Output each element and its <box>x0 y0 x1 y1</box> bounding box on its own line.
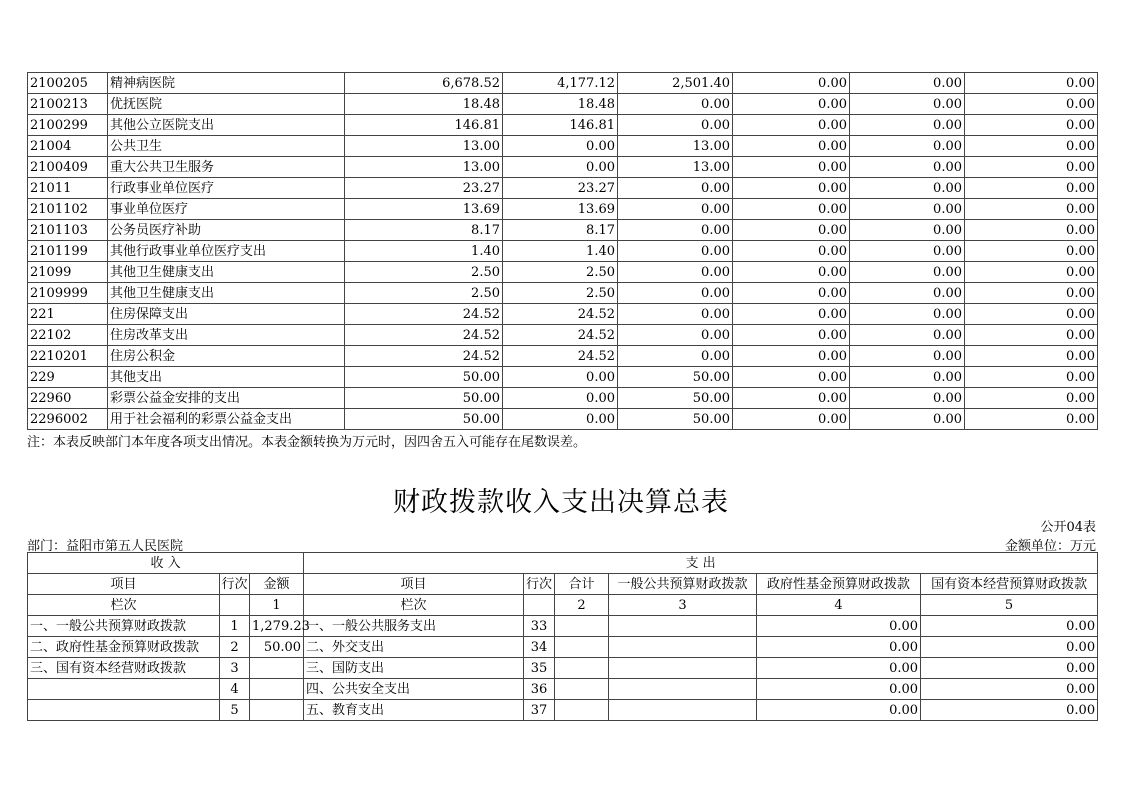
amount-cell: 0.00 <box>965 304 1098 325</box>
subject-code: 2100409 <box>28 157 108 178</box>
amount-cell: 8.17 <box>503 220 618 241</box>
expense-general <box>609 616 757 637</box>
col-amount: 金额 <box>250 574 304 595</box>
lanci-label-2: 栏次 <box>304 595 524 616</box>
amount-cell: 0.00 <box>733 325 850 346</box>
empty-cell <box>524 595 555 616</box>
amount-cell: 50.00 <box>618 388 733 409</box>
expense-state: 0.00 <box>921 637 1098 658</box>
col-line2: 行次 <box>524 574 555 595</box>
amount-cell: 0.00 <box>850 73 965 94</box>
table-row <box>28 679 1098 700</box>
amount-cell: 13.00 <box>618 157 733 178</box>
expense-header: 支 出 <box>304 553 1098 574</box>
table-row <box>28 178 1098 199</box>
amount-cell: 0.00 <box>733 409 850 430</box>
income-amount <box>250 679 304 700</box>
table-row <box>28 325 1098 346</box>
income-line: 1 <box>220 616 250 637</box>
expense-total <box>555 700 609 721</box>
amount-cell: 0.00 <box>733 262 850 283</box>
amount-cell: 18.48 <box>503 94 618 115</box>
amount-cell: 146.81 <box>345 115 503 136</box>
income-amount: 1,279.23 <box>250 616 304 637</box>
amount-cell: 0.00 <box>733 115 850 136</box>
amount-cell: 50.00 <box>345 367 503 388</box>
amount-cell: 13.00 <box>618 136 733 157</box>
subject-name: 优抚医院 <box>108 94 345 115</box>
amount-cell: 0.00 <box>503 157 618 178</box>
amount-cell: 0.00 <box>733 388 850 409</box>
income-amount: 50.00 <box>250 637 304 658</box>
table-row <box>28 136 1098 157</box>
subject-name: 其他卫生健康支出 <box>108 283 345 304</box>
subject-code: 221 <box>28 304 108 325</box>
table-code: 公开04表 <box>1040 520 1096 535</box>
amount-cell: 0.00 <box>733 283 850 304</box>
amount-cell: 0.00 <box>965 346 1098 367</box>
subject-code: 21011 <box>28 178 108 199</box>
subject-name: 公务员医疗补助 <box>108 220 345 241</box>
subject-code: 2100299 <box>28 115 108 136</box>
amount-cell: 0.00 <box>733 178 850 199</box>
amount-cell: 24.52 <box>345 325 503 346</box>
subject-name: 其他公立医院支出 <box>108 115 345 136</box>
table-row <box>28 94 1098 115</box>
amount-cell: 0.00 <box>733 241 850 262</box>
expense-total <box>555 637 609 658</box>
amount-cell: 0.00 <box>965 325 1098 346</box>
amount-cell: 0.00 <box>850 304 965 325</box>
income-header: 收 入 <box>28 553 304 574</box>
expense-line: 34 <box>524 637 555 658</box>
subject-code: 2101102 <box>28 199 108 220</box>
income-item: 二、政府性基金预算财政拨款 <box>28 637 220 658</box>
income-amount <box>250 700 304 721</box>
amount-cell: 0.00 <box>733 157 850 178</box>
amount-cell: 8.17 <box>345 220 503 241</box>
table-row <box>28 241 1098 262</box>
amount-cell: 13.00 <box>345 157 503 178</box>
amount-cell: 0.00 <box>733 220 850 241</box>
expense-state: 0.00 <box>921 658 1098 679</box>
amount-cell: 0.00 <box>618 304 733 325</box>
subject-code: 2101103 <box>28 220 108 241</box>
col-item: 项目 <box>28 574 220 595</box>
amount-cell: 50.00 <box>618 367 733 388</box>
amount-cell: 2.50 <box>345 283 503 304</box>
subject-name: 事业单位医疗 <box>108 199 345 220</box>
table-row <box>28 157 1098 178</box>
page-title: 财政拨款收入支出决算总表 <box>393 487 729 518</box>
amount-cell: 0.00 <box>965 241 1098 262</box>
table-row <box>28 262 1098 283</box>
amount-cell: 0.00 <box>850 325 965 346</box>
column-number-row <box>28 595 1098 616</box>
expense-state: 0.00 <box>921 700 1098 721</box>
amount-cell: 1.40 <box>345 241 503 262</box>
amount-cell: 0.00 <box>618 115 733 136</box>
income-line: 3 <box>220 658 250 679</box>
income-item: 一、一般公共预算财政拨款 <box>28 616 220 637</box>
amount-cell: 13.69 <box>503 199 618 220</box>
amount-cell: 0.00 <box>965 157 1098 178</box>
col-number-5: 5 <box>921 595 1098 616</box>
expense-fund: 0.00 <box>757 700 921 721</box>
subject-code: 2100213 <box>28 94 108 115</box>
amount-cell: 0.00 <box>850 94 965 115</box>
amount-cell: 13.69 <box>345 199 503 220</box>
expense-line: 33 <box>524 616 555 637</box>
amount-cell: 0.00 <box>850 367 965 388</box>
amount-cell: 24.52 <box>503 346 618 367</box>
lanci-label: 栏次 <box>28 595 220 616</box>
amount-cell: 0.00 <box>503 388 618 409</box>
subject-name: 住房保障支出 <box>108 304 345 325</box>
expense-state: 0.00 <box>921 679 1098 700</box>
amount-cell: 24.52 <box>503 304 618 325</box>
expense-fund: 0.00 <box>757 679 921 700</box>
amount-cell: 0.00 <box>850 346 965 367</box>
subject-code: 229 <box>28 367 108 388</box>
income-amount <box>250 658 304 679</box>
table-row <box>28 346 1098 367</box>
table-row <box>28 73 1098 94</box>
amount-cell: 23.27 <box>345 178 503 199</box>
subject-name: 其他卫生健康支出 <box>108 262 345 283</box>
table-row <box>28 616 1098 637</box>
amount-cell: 0.00 <box>965 94 1098 115</box>
expense-item: 四、公共安全支出 <box>304 679 524 700</box>
subject-code: 2210201 <box>28 346 108 367</box>
amount-cell: 0.00 <box>965 367 1098 388</box>
amount-cell: 0.00 <box>733 199 850 220</box>
col-total: 合计 <box>555 574 609 595</box>
expense-detail-table <box>27 72 1098 430</box>
col-number-4: 4 <box>757 595 921 616</box>
subject-name: 精神病医院 <box>108 73 345 94</box>
amount-cell: 0.00 <box>965 115 1098 136</box>
table-row <box>28 637 1098 658</box>
amount-cell: 0.00 <box>850 283 965 304</box>
expense-total <box>555 616 609 637</box>
amount-cell: 0.00 <box>618 241 733 262</box>
appropriation-summary-table <box>27 552 1098 721</box>
expense-total <box>555 658 609 679</box>
expense-fund: 0.00 <box>757 658 921 679</box>
amount-cell: 0.00 <box>965 220 1098 241</box>
expense-fund: 0.00 <box>757 637 921 658</box>
amount-cell: 0.00 <box>850 115 965 136</box>
subject-name: 其他支出 <box>108 367 345 388</box>
expense-item: 二、外交支出 <box>304 637 524 658</box>
subject-name: 住房改革支出 <box>108 325 345 346</box>
amount-cell: 0.00 <box>733 346 850 367</box>
subject-name: 行政事业单位医疗 <box>108 178 345 199</box>
col-number-3: 3 <box>609 595 757 616</box>
income-line: 4 <box>220 679 250 700</box>
amount-cell: 0.00 <box>503 367 618 388</box>
table-row <box>28 199 1098 220</box>
income-line: 2 <box>220 637 250 658</box>
table-row <box>28 409 1098 430</box>
col-number-2: 2 <box>555 595 609 616</box>
subject-name: 重大公共卫生服务 <box>108 157 345 178</box>
expense-line: 35 <box>524 658 555 679</box>
col-item2: 项目 <box>304 574 524 595</box>
table-row <box>28 304 1098 325</box>
amount-cell: 0.00 <box>850 409 965 430</box>
amount-cell: 6,678.52 <box>345 73 503 94</box>
unit-label: 金额单位：万元 <box>1004 539 1096 554</box>
amount-cell: 0.00 <box>618 325 733 346</box>
table-row <box>28 388 1098 409</box>
table-row <box>28 115 1098 136</box>
amount-cell: 0.00 <box>618 199 733 220</box>
amount-cell: 0.00 <box>850 136 965 157</box>
income-item <box>28 700 220 721</box>
income-item <box>28 679 220 700</box>
subject-code: 2101199 <box>28 241 108 262</box>
subject-code: 21004 <box>28 136 108 157</box>
amount-cell: 0.00 <box>503 409 618 430</box>
table-row <box>28 658 1098 679</box>
col-number-1: 1 <box>250 595 304 616</box>
amount-cell: 0.00 <box>965 178 1098 199</box>
subject-name: 彩票公益金安排的支出 <box>108 388 345 409</box>
expense-general <box>609 658 757 679</box>
amount-cell: 0.00 <box>618 283 733 304</box>
expense-fund: 0.00 <box>757 616 921 637</box>
amount-cell: 0.00 <box>850 241 965 262</box>
amount-cell: 146.81 <box>503 115 618 136</box>
subject-name: 公共卫生 <box>108 136 345 157</box>
amount-cell: 13.00 <box>345 136 503 157</box>
amount-cell: 50.00 <box>345 388 503 409</box>
subject-code: 22102 <box>28 325 108 346</box>
amount-cell: 0.00 <box>850 178 965 199</box>
subject-code: 21099 <box>28 262 108 283</box>
expense-item: 三、国防支出 <box>304 658 524 679</box>
amount-cell: 23.27 <box>503 178 618 199</box>
amount-cell: 18.48 <box>345 94 503 115</box>
amount-cell: 0.00 <box>733 304 850 325</box>
amount-cell: 0.00 <box>850 388 965 409</box>
section-header-row <box>28 553 1098 574</box>
amount-cell: 0.00 <box>850 157 965 178</box>
amount-cell: 0.00 <box>850 199 965 220</box>
expense-line: 37 <box>524 700 555 721</box>
income-line: 5 <box>220 700 250 721</box>
amount-cell: 0.00 <box>618 220 733 241</box>
amount-cell: 2.50 <box>503 283 618 304</box>
amount-cell: 0.00 <box>618 346 733 367</box>
table-row <box>28 220 1098 241</box>
amount-cell: 0.00 <box>503 136 618 157</box>
expense-line: 36 <box>524 679 555 700</box>
amount-cell: 0.00 <box>618 262 733 283</box>
amount-cell: 50.00 <box>345 409 503 430</box>
amount-cell: 0.00 <box>733 73 850 94</box>
col-state: 国有资本经营预算财政拨款 <box>921 574 1098 595</box>
expense-state: 0.00 <box>921 616 1098 637</box>
col-general: 一般公共预算财政拨款 <box>609 574 757 595</box>
expense-item: 五、教育支出 <box>304 700 524 721</box>
amount-cell: 24.52 <box>345 346 503 367</box>
amount-cell: 0.00 <box>850 262 965 283</box>
amount-cell: 0.00 <box>850 220 965 241</box>
subject-code: 22960 <box>28 388 108 409</box>
expense-general <box>609 679 757 700</box>
subject-name: 住房公积金 <box>108 346 345 367</box>
amount-cell: 0.00 <box>965 199 1098 220</box>
subject-name: 用于社会福利的彩票公益金支出 <box>108 409 345 430</box>
amount-cell: 0.00 <box>618 94 733 115</box>
expense-item: 一、一般公共服务支出 <box>304 616 524 637</box>
subject-code: 2100205 <box>28 73 108 94</box>
expense-general <box>609 637 757 658</box>
amount-cell: 0.00 <box>965 388 1098 409</box>
subject-code: 2109999 <box>28 283 108 304</box>
amount-cell: 24.52 <box>345 304 503 325</box>
subject-name: 其他行政事业单位医疗支出 <box>108 241 345 262</box>
col-fund: 政府性基金预算财政拨款 <box>757 574 921 595</box>
amount-cell: 0.00 <box>965 409 1098 430</box>
amount-cell: 50.00 <box>618 409 733 430</box>
empty-cell <box>220 595 250 616</box>
table-row <box>28 700 1098 721</box>
amount-cell: 0.00 <box>733 94 850 115</box>
amount-cell: 2.50 <box>345 262 503 283</box>
amount-cell: 1.40 <box>503 241 618 262</box>
amount-cell: 4,177.12 <box>503 73 618 94</box>
amount-cell: 0.00 <box>733 367 850 388</box>
table-note: 注：本表反映部门本年度各项支出情况。本表金额转换为万元时，因四舍五入可能存在尾数误差。 <box>27 435 587 450</box>
department-label: 部门：益阳市第五人民医院 <box>27 539 184 554</box>
amount-cell: 0.00 <box>733 136 850 157</box>
amount-cell: 2,501.40 <box>618 73 733 94</box>
amount-cell: 0.00 <box>618 178 733 199</box>
amount-cell: 0.00 <box>965 136 1098 157</box>
table-row <box>28 367 1098 388</box>
amount-cell: 2.50 <box>503 262 618 283</box>
subject-code: 2296002 <box>28 409 108 430</box>
amount-cell: 0.00 <box>965 262 1098 283</box>
column-header-row <box>28 574 1098 595</box>
amount-cell: 0.00 <box>965 283 1098 304</box>
col-line: 行次 <box>220 574 250 595</box>
table-row <box>28 283 1098 304</box>
income-item: 三、国有资本经营财政拨款 <box>28 658 220 679</box>
expense-general <box>609 700 757 721</box>
expense-total <box>555 679 609 700</box>
amount-cell: 24.52 <box>503 325 618 346</box>
amount-cell: 0.00 <box>965 73 1098 94</box>
